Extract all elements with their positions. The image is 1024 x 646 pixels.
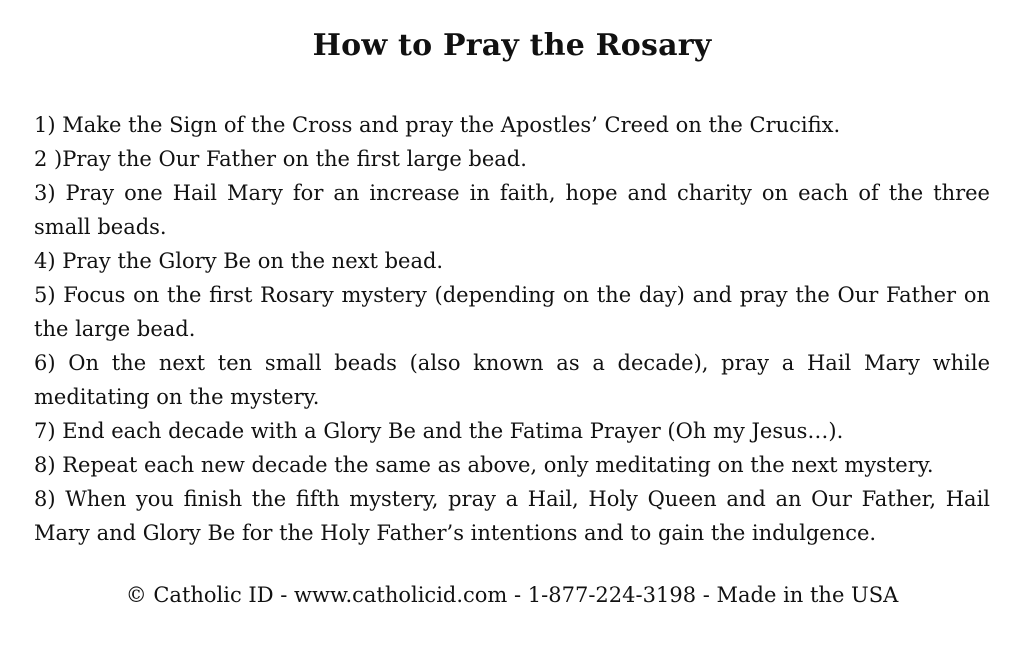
steps-list: [34, 108, 990, 550]
step-2: 2 )Pray the Our Father on the first large bead.: [34, 147, 527, 171]
step-3: 3) Pray one Hail Mary for an increase in faith, hope and charity on each of the three small beads.: [34, 181, 990, 239]
step-7: 7) End each decade with a Glory Be and the Fatima Prayer (Oh my Jesus…).: [34, 419, 844, 443]
step-8: 8) Repeat each new decade the same as above, only meditating on the next mystery.: [34, 453, 934, 477]
step-5: 5) Focus on the first Rosary mystery (depending on the day) and pray the Our Father on the large bead.: [34, 283, 990, 341]
footer-credit: © Catholic ID - www.catholicid.com - 1-877-224-3198 - Made in the USA: [125, 583, 899, 607]
step-1: 1) Make the Sign of the Cross and pray the Apostles’ Creed on the Crucifix.: [34, 113, 841, 137]
page-title: How to Pray the Rosary: [312, 28, 712, 63]
step-9: 8) When you finish the fifth mystery, pray a Hail, Holy Queen and an Our Father, Hail Mary and Glory Be for the Holy Father’s intentions and to gain the indulgence.: [34, 487, 990, 545]
step-4: 4) Pray the Glory Be on the next bead.: [34, 249, 444, 273]
step-6: 6) On the next ten small beads (also known as a decade), pray a Hail Mary while meditating on the mystery.: [34, 351, 990, 409]
